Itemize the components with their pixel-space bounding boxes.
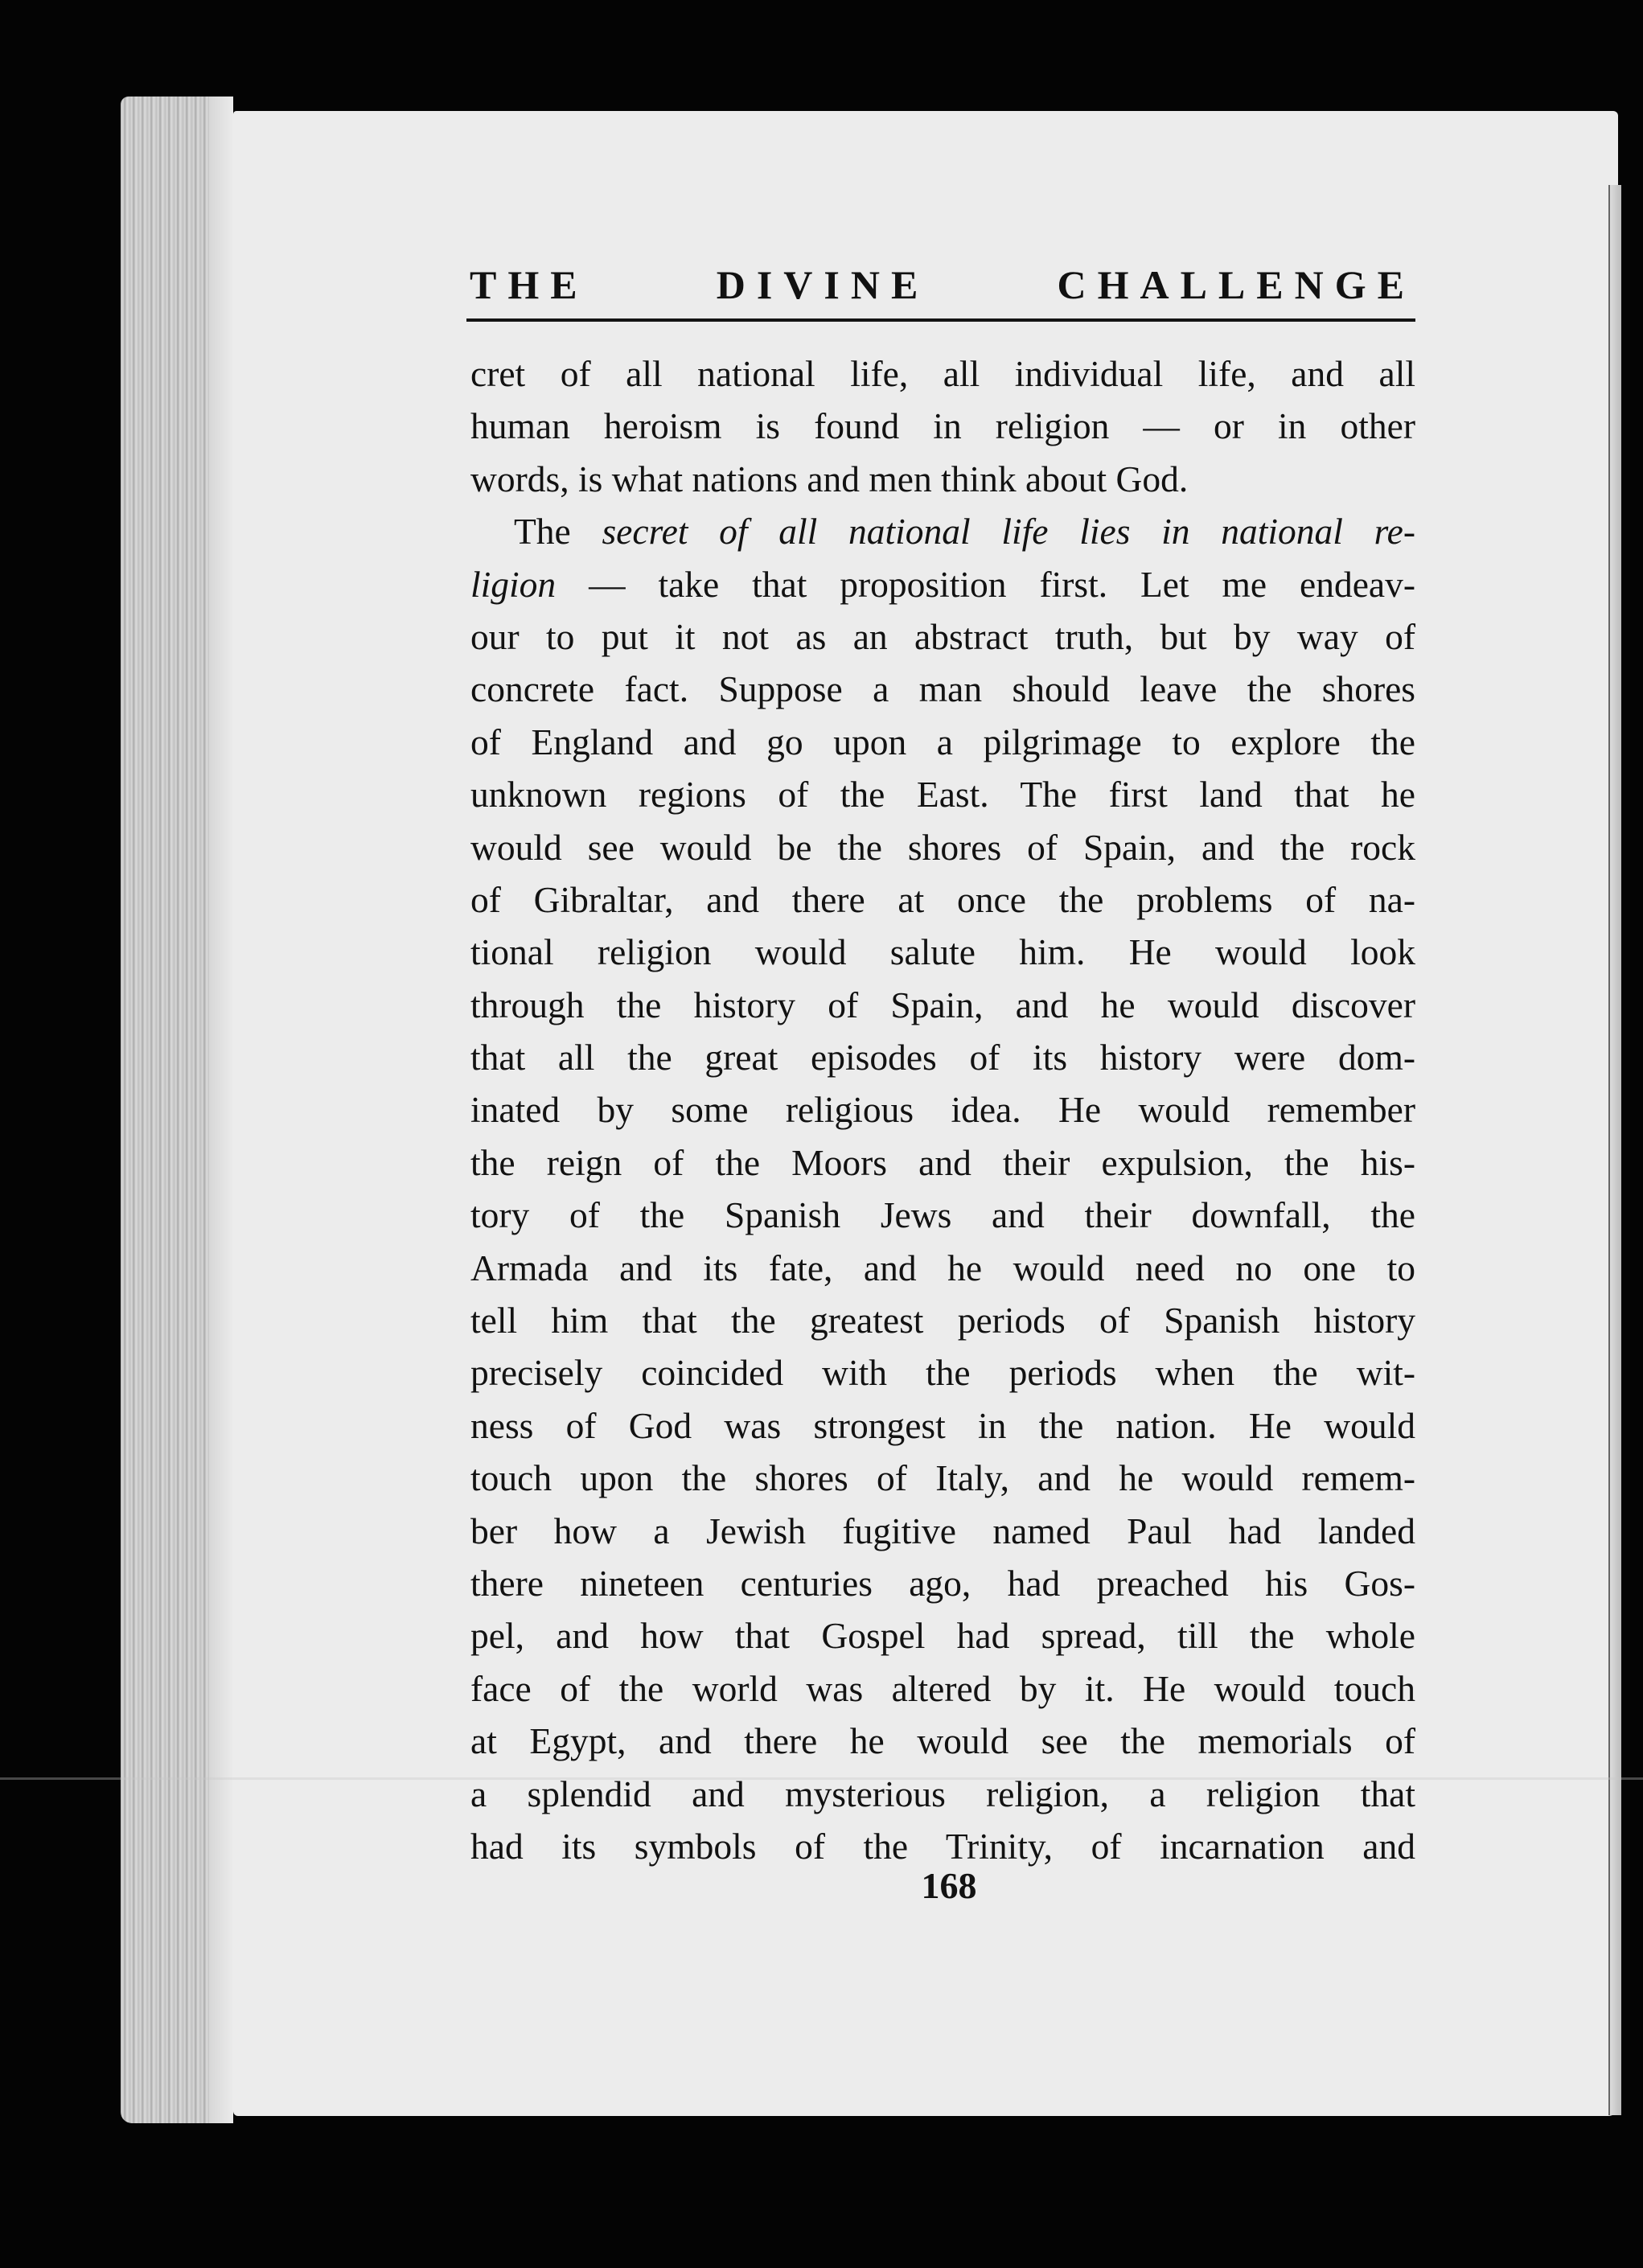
text-line: had its symbols of the Trinity, of incarnation and	[470, 1825, 1415, 1867]
text-line: inated by some religious idea. He would remember	[470, 1089, 1415, 1131]
text-line: that all the great episodes of its history were dom-	[470, 1037, 1415, 1079]
text-line: of Gibraltar, and there at once the problems of na-	[470, 878, 1415, 920]
text-line: through the history of Spain, and he would discover	[470, 984, 1415, 1025]
text-line: tory of the Spanish Jews and their downfall, the	[470, 1194, 1415, 1236]
text-line: the reign of the Moors and their expulsion, the his-	[470, 1141, 1415, 1183]
text-line: of England and go upon a pilgrimage to explore the	[470, 721, 1415, 762]
text-line: human heroism is found in religion — or in other	[470, 405, 1415, 447]
scan-artifact-line	[0, 1777, 1643, 1780]
text-line: touch upon the shores of Italy, and he would remem-	[470, 1457, 1415, 1499]
running-head: THE DIVINE CHALLENGE	[470, 262, 1415, 307]
header-rule	[466, 318, 1415, 322]
text-line: Armada and its fate, and he would need no one to	[470, 1247, 1415, 1288]
page-block-edge	[121, 97, 233, 2123]
text-line: ness of God was strongest in the nation. He would	[470, 1404, 1415, 1446]
italic-phrase: ligion	[470, 563, 557, 605]
text-line: unknown regions of the East. The first land that he	[470, 774, 1415, 816]
text-span: — take that proposition first. Let me endeav-	[556, 563, 1415, 605]
text-line: concrete fact. Suppose a man should leave the shores	[470, 668, 1415, 710]
italic-phrase: secret of all national life lies in national re-	[602, 511, 1415, 553]
text-line: at Egypt, and there he would see the memorials of	[470, 1720, 1415, 1762]
page-gutter-edge	[1608, 185, 1621, 2115]
text-line: ber how a Jewish fugitive named Paul had landed	[470, 1510, 1415, 1551]
paragraph-first-line	[470, 505, 1415, 557]
text-line: words, is what nations and men think about God.	[470, 458, 1189, 499]
text-line: tell him that the greatest periods of Spanish history	[470, 1300, 1415, 1341]
text-line: a splendid and mysterious religion, a religion that	[470, 1773, 1415, 1814]
text-line: tional religion would salute him. He would look	[470, 931, 1415, 973]
text-line: would see would be the shores of Spain, and the rock	[470, 826, 1415, 868]
text-line: pel, and how that Gospel had spread, till the whole	[470, 1615, 1415, 1657]
page-number: 168	[921, 1865, 977, 1906]
body-text	[470, 347, 1415, 1872]
text-line: face of the world was altered by it. He would touch	[470, 1667, 1415, 1709]
text-line: there nineteen centuries ago, had preached his Gos-	[470, 1562, 1415, 1604]
text-span: The	[514, 511, 602, 553]
text-line	[470, 558, 1415, 610]
text-line: cret of all national life, all individual life, and all	[470, 353, 1415, 394]
text-line: precisely coincided with the periods when the wit-	[470, 1352, 1415, 1394]
text-line: our to put it not as an abstract truth, but by way of	[470, 615, 1415, 657]
